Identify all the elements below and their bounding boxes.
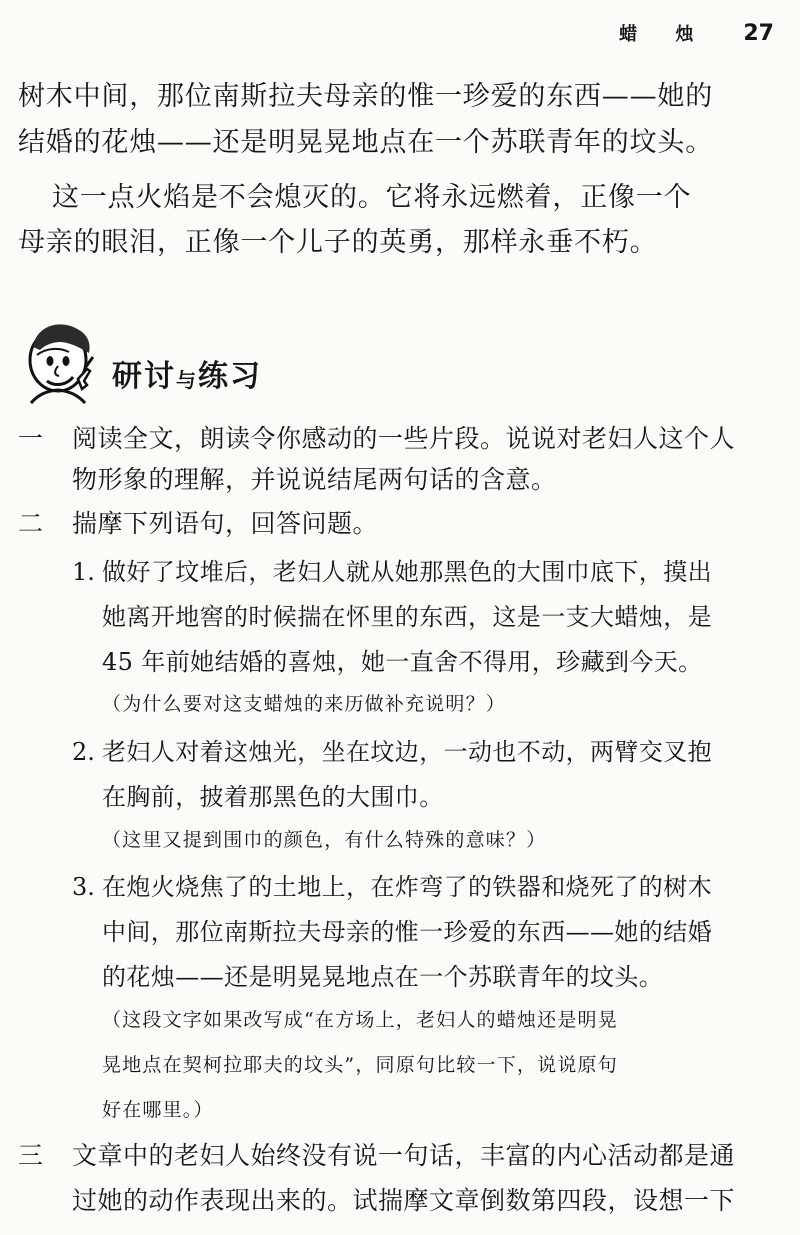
subitem-number-2: 2. (72, 738, 95, 766)
subitem-3-question-line-1: （这段文字如果改写成“在方场上，老妇人的蜡烛还是明晃 (102, 1009, 618, 1031)
subitem-2-question: （这里又提到围巾的颜色，有什么特殊的意味？） (102, 829, 547, 851)
section-title (112, 351, 262, 395)
exercise-2-line: 揣摩下列语句，回答问题。 (72, 509, 379, 538)
section-header (16, 313, 296, 419)
subitem-3-line-1: 在炮火烧焦了的土地上，在炸弯了的铁器和烧死了的树木 (102, 873, 712, 901)
subitem-3-line-3: 的花烛——还是明晃晃地点在一个苏联青年的坟头。 (102, 963, 664, 991)
page-header (619, 20, 774, 46)
exercise-1-line-2: 物形象的理解，并说说结尾两句话的含意。 (72, 465, 557, 494)
subitem-2-line-1: 老妇人对着这烛光，坐在坟边，一动也不动，两臂交叉抱 (102, 738, 712, 766)
subitem-1-line-2: 她离开地窖的时候揣在怀里的东西，这是一支大蜡烛，是 (102, 603, 712, 631)
body-paragraph-line-4: 母亲的眼泪，正像一个儿子的英勇，那样永垂不朽。 (18, 227, 658, 258)
student-pointing-icon (16, 313, 116, 419)
subitem-1-line-1: 做好了坟堆后，老妇人就从她那黑色的大围巾底下，摸出 (102, 558, 712, 586)
section-title-left: 研讨 (112, 359, 176, 394)
body-paragraph-line-1: 树木中间，那位南斯拉夫母亲的惟一珍爱的东西——她的 (18, 81, 713, 112)
subitem-2-line-2: 在胸前，披着那黑色的大围巾。 (102, 783, 444, 811)
subitem-1-question: （为什么要对这支蜡烛的来历做补充说明？） (102, 693, 507, 715)
section-title-connector: 与 (176, 368, 198, 392)
subitem-3-question-line-2: 晃地点在契柯拉耶夫的坟头”，同原句比较一下，说说原句 (102, 1054, 618, 1076)
exercise-number-3: 三 (18, 1141, 44, 1170)
chapter-title: 蜡 烛 (619, 24, 710, 45)
exercise-1-line-1: 阅读全文，朗读令你感动的一些片段。说说对老妇人这个人 (72, 424, 736, 453)
page-number: 27 (743, 21, 774, 46)
body-paragraph-line-3: 这一点火焰是不会熄灭的。它将永远燃着，正像一个 (52, 182, 692, 213)
exercise-number-2: 二 (18, 509, 44, 538)
exercise-3-line-2: 过她的动作表现出来的。试揣摩文章倒数第四段，设想一下 (72, 1186, 736, 1215)
exercise-3-line-1: 文章中的老妇人始终没有说一句话，丰富的内心活动都是通 (72, 1141, 736, 1170)
section-title-right: 练习 (198, 359, 262, 394)
subitem-3-line-2: 中间，那位南斯拉夫母亲的惟一珍爱的东西——她的结婚 (102, 918, 712, 946)
exercise-number-1: 一 (18, 424, 44, 453)
subitem-3-question-line-3: 好在哪里。） (102, 1099, 214, 1121)
subitem-1-line-3: 45 年前她结婚的喜烛，她一直舍不得用，珍藏到今天。 (102, 648, 703, 676)
subitem-number-3: 3. (72, 873, 95, 901)
body-paragraph-line-2: 结婚的花烛——还是明晃晃地点在一个苏联青年的坟头。 (18, 127, 713, 158)
subitem-number-1: 1. (72, 558, 95, 586)
